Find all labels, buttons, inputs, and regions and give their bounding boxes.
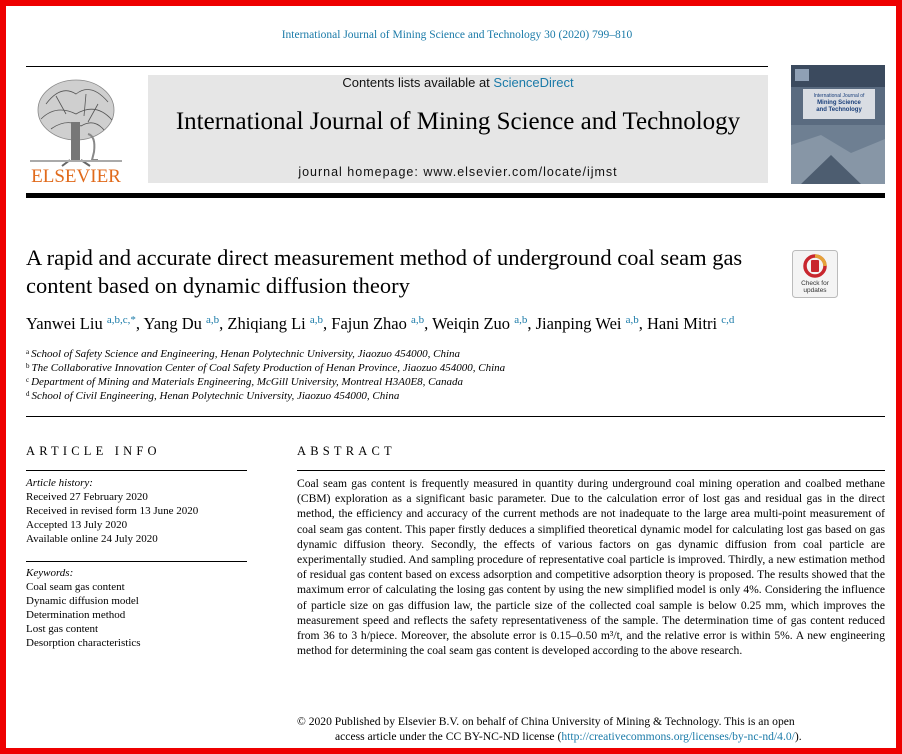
journal-citation-link[interactable]: International Journal of Mining Science and Technology 30 (2020) 799–810 bbox=[281, 29, 633, 41]
journal-homepage-link[interactable]: journal homepage: www.elsevier.com/locate/ijmst bbox=[298, 165, 618, 179]
header-rule bbox=[26, 66, 768, 67]
article-info-rule bbox=[26, 470, 247, 471]
section-divider bbox=[26, 416, 885, 417]
affiliation-a bbox=[26, 348, 460, 360]
journal-cover-image[interactable] bbox=[791, 65, 885, 184]
check-for-updates-icon bbox=[792, 250, 838, 298]
elsevier-wordmark: ELSEVIER bbox=[31, 166, 121, 186]
elsevier-logo[interactable] bbox=[26, 74, 126, 186]
author-affiliation-marks[interactable]: c,d bbox=[721, 314, 735, 326]
history-revised: Received in revised form 13 June 2020 bbox=[26, 505, 199, 517]
check-for-updates-button[interactable] bbox=[792, 250, 838, 298]
keywords-label: Keywords: bbox=[26, 567, 74, 579]
svg-text:Check for: Check for bbox=[801, 280, 829, 287]
header-thick-rule bbox=[26, 193, 885, 198]
article-info-heading: ARTICLE INFO bbox=[26, 444, 161, 458]
author-affiliation-marks[interactable]: a,b bbox=[514, 314, 528, 326]
affiliation-b bbox=[26, 362, 505, 374]
author-name[interactable]: Jianping Wei bbox=[535, 314, 622, 333]
contents-line bbox=[148, 75, 768, 90]
elsevier-tree-icon bbox=[26, 74, 126, 186]
author-name[interactable]: Zhiqiang Li bbox=[227, 314, 306, 333]
author-name[interactable]: Weiqin Zuo bbox=[432, 314, 511, 333]
keyword-item[interactable]: Dynamic diffusion model bbox=[26, 595, 139, 607]
affiliation-c bbox=[26, 376, 463, 388]
svg-text:International Journal of: International Journal of bbox=[813, 93, 865, 99]
affiliation-mark: a bbox=[26, 348, 30, 356]
keyword-item[interactable]: Determination method bbox=[26, 609, 126, 621]
copyright-notice bbox=[297, 714, 887, 744]
license-line bbox=[297, 729, 887, 744]
article-title: A rapid and accurate direct measurement method of underground coal seam gas content based on dynamic diffusion theory bbox=[26, 245, 743, 298]
affiliation-mark: c bbox=[26, 376, 30, 384]
author-name[interactable]: Yang Du bbox=[143, 314, 202, 333]
copyright-line: © 2020 Published by Elsevier B.V. on behalf of China University of Mining & Technology. This is an open bbox=[297, 715, 795, 728]
affiliation-text: School of Safety Science and Engineering, Henan Polytechnic University, Jiaozuo 454000, China bbox=[31, 348, 461, 360]
author-affiliation-marks[interactable]: a,b bbox=[625, 314, 639, 326]
affiliation-text: The Collaborative Innovation Center of Coal Safety Production of Henan Province, Jiaozuo 454000, China bbox=[31, 362, 506, 374]
svg-text:Mining Science: Mining Science bbox=[817, 100, 861, 106]
contents-prefix: Contents lists available at bbox=[342, 75, 494, 90]
affiliation-mark: b bbox=[26, 362, 30, 370]
journal-title: International Journal of Mining Science and Technology bbox=[175, 108, 741, 135]
author-affiliation-marks[interactable]: a,b bbox=[206, 314, 220, 326]
abstract-text: Coal seam gas content is frequently measured in quantity during underground coal mining operation and coalbed methane (CBM) exploration as a significant basic parameter. Due to the calculation error of lost gas and residual gas in the direct method, the efficiency and accuracy of the current methods are not inadequate to the large area multi-point measurement of coal seam gas content. This paper firstly deduces a simplified theoretical dynamic model for calculating lost gas based on gas dynamic diffusion theory. Secondly, the effects of various factors on gas dynamic diffusion from coal particle are experimentally studied. And sampling procedure of representative coal particle is improved. Thirdly, a new estimation method of residual gas content based on excess adsorption and competitive adsorption theory is proposed. The results showed that the maximum error of calculating the losing gas content by using the new simplified model is only 4%. Considering the influence of particle size on gas diffusion law, the particle size of the collected coal sample is below 0.25 mm, which improves the measurement speed and reflects the safety representativeness of the sample. The determination time of gas content reduced from 36 to 3 h/piece. Moreover, the absolute error is 0.15–0.50 m³/t, and the relative error is within 5%. A new engineering method for determining the coal seam gas content is developed according to the above research. bbox=[297, 477, 885, 658]
abstract-rule bbox=[297, 470, 885, 471]
keywords-rule bbox=[26, 561, 247, 562]
author-name[interactable]: Hani Mitri bbox=[647, 314, 718, 333]
abstract-heading: ABSTRACT bbox=[297, 444, 396, 458]
keyword-item[interactable]: Desorption characteristics bbox=[26, 637, 141, 649]
svg-text:and Technology: and Technology bbox=[816, 107, 862, 113]
affiliation-text: School of Civil Engineering, Henan Polytechnic University, Jiaozuo 454000, China bbox=[31, 390, 400, 402]
author-affiliation-marks[interactable]: a,b bbox=[309, 314, 324, 326]
author-affiliation-marks[interactable]: a,b,c,* bbox=[106, 314, 136, 326]
history-accepted: Accepted 13 July 2020 bbox=[26, 519, 128, 531]
svg-text:updates: updates bbox=[803, 287, 827, 294]
license-suffix: ). bbox=[794, 730, 802, 744]
license-link[interactable]: http://creativecommons.org/licenses/by-nc-nd/4.0/ bbox=[561, 730, 795, 744]
history-label: Article history: bbox=[26, 477, 93, 489]
affiliation-d bbox=[26, 390, 399, 402]
author-affiliation-marks[interactable]: a,b bbox=[411, 314, 425, 326]
history-online: Available online 24 July 2020 bbox=[26, 533, 158, 545]
journal-banner bbox=[148, 75, 768, 183]
author-name[interactable]: Fajun Zhao bbox=[331, 314, 407, 333]
keyword-item[interactable]: Coal seam gas content bbox=[26, 581, 125, 593]
author-list: Yanwei Liu $^{a,b,c,*}$, Yang Du $^{a,b}$, Zhiqiang Li $^{a,b}$, Fajun Zhao $^{a,b}$, Weiqin Zuo $^{a,b}$, Jianping Wei $^{a,b}$, Hani Mitri $^{c,d}$ bbox=[26, 314, 735, 333]
affiliation-mark: d bbox=[26, 390, 30, 398]
history-received: Received 27 February 2020 bbox=[26, 491, 148, 503]
cover-art-icon bbox=[791, 65, 885, 184]
author-name[interactable]: Yanwei Liu bbox=[26, 314, 103, 333]
license-prefix: access article under the CC BY-NC-ND license ( bbox=[335, 730, 562, 744]
affiliation-text: Department of Mining and Materials Engineering, McGill University, Montreal H3A0E8, Canada bbox=[31, 376, 464, 388]
keyword-item[interactable]: Lost gas content bbox=[26, 623, 99, 635]
sciencedirect-link[interactable]: ScienceDirect bbox=[493, 75, 574, 90]
